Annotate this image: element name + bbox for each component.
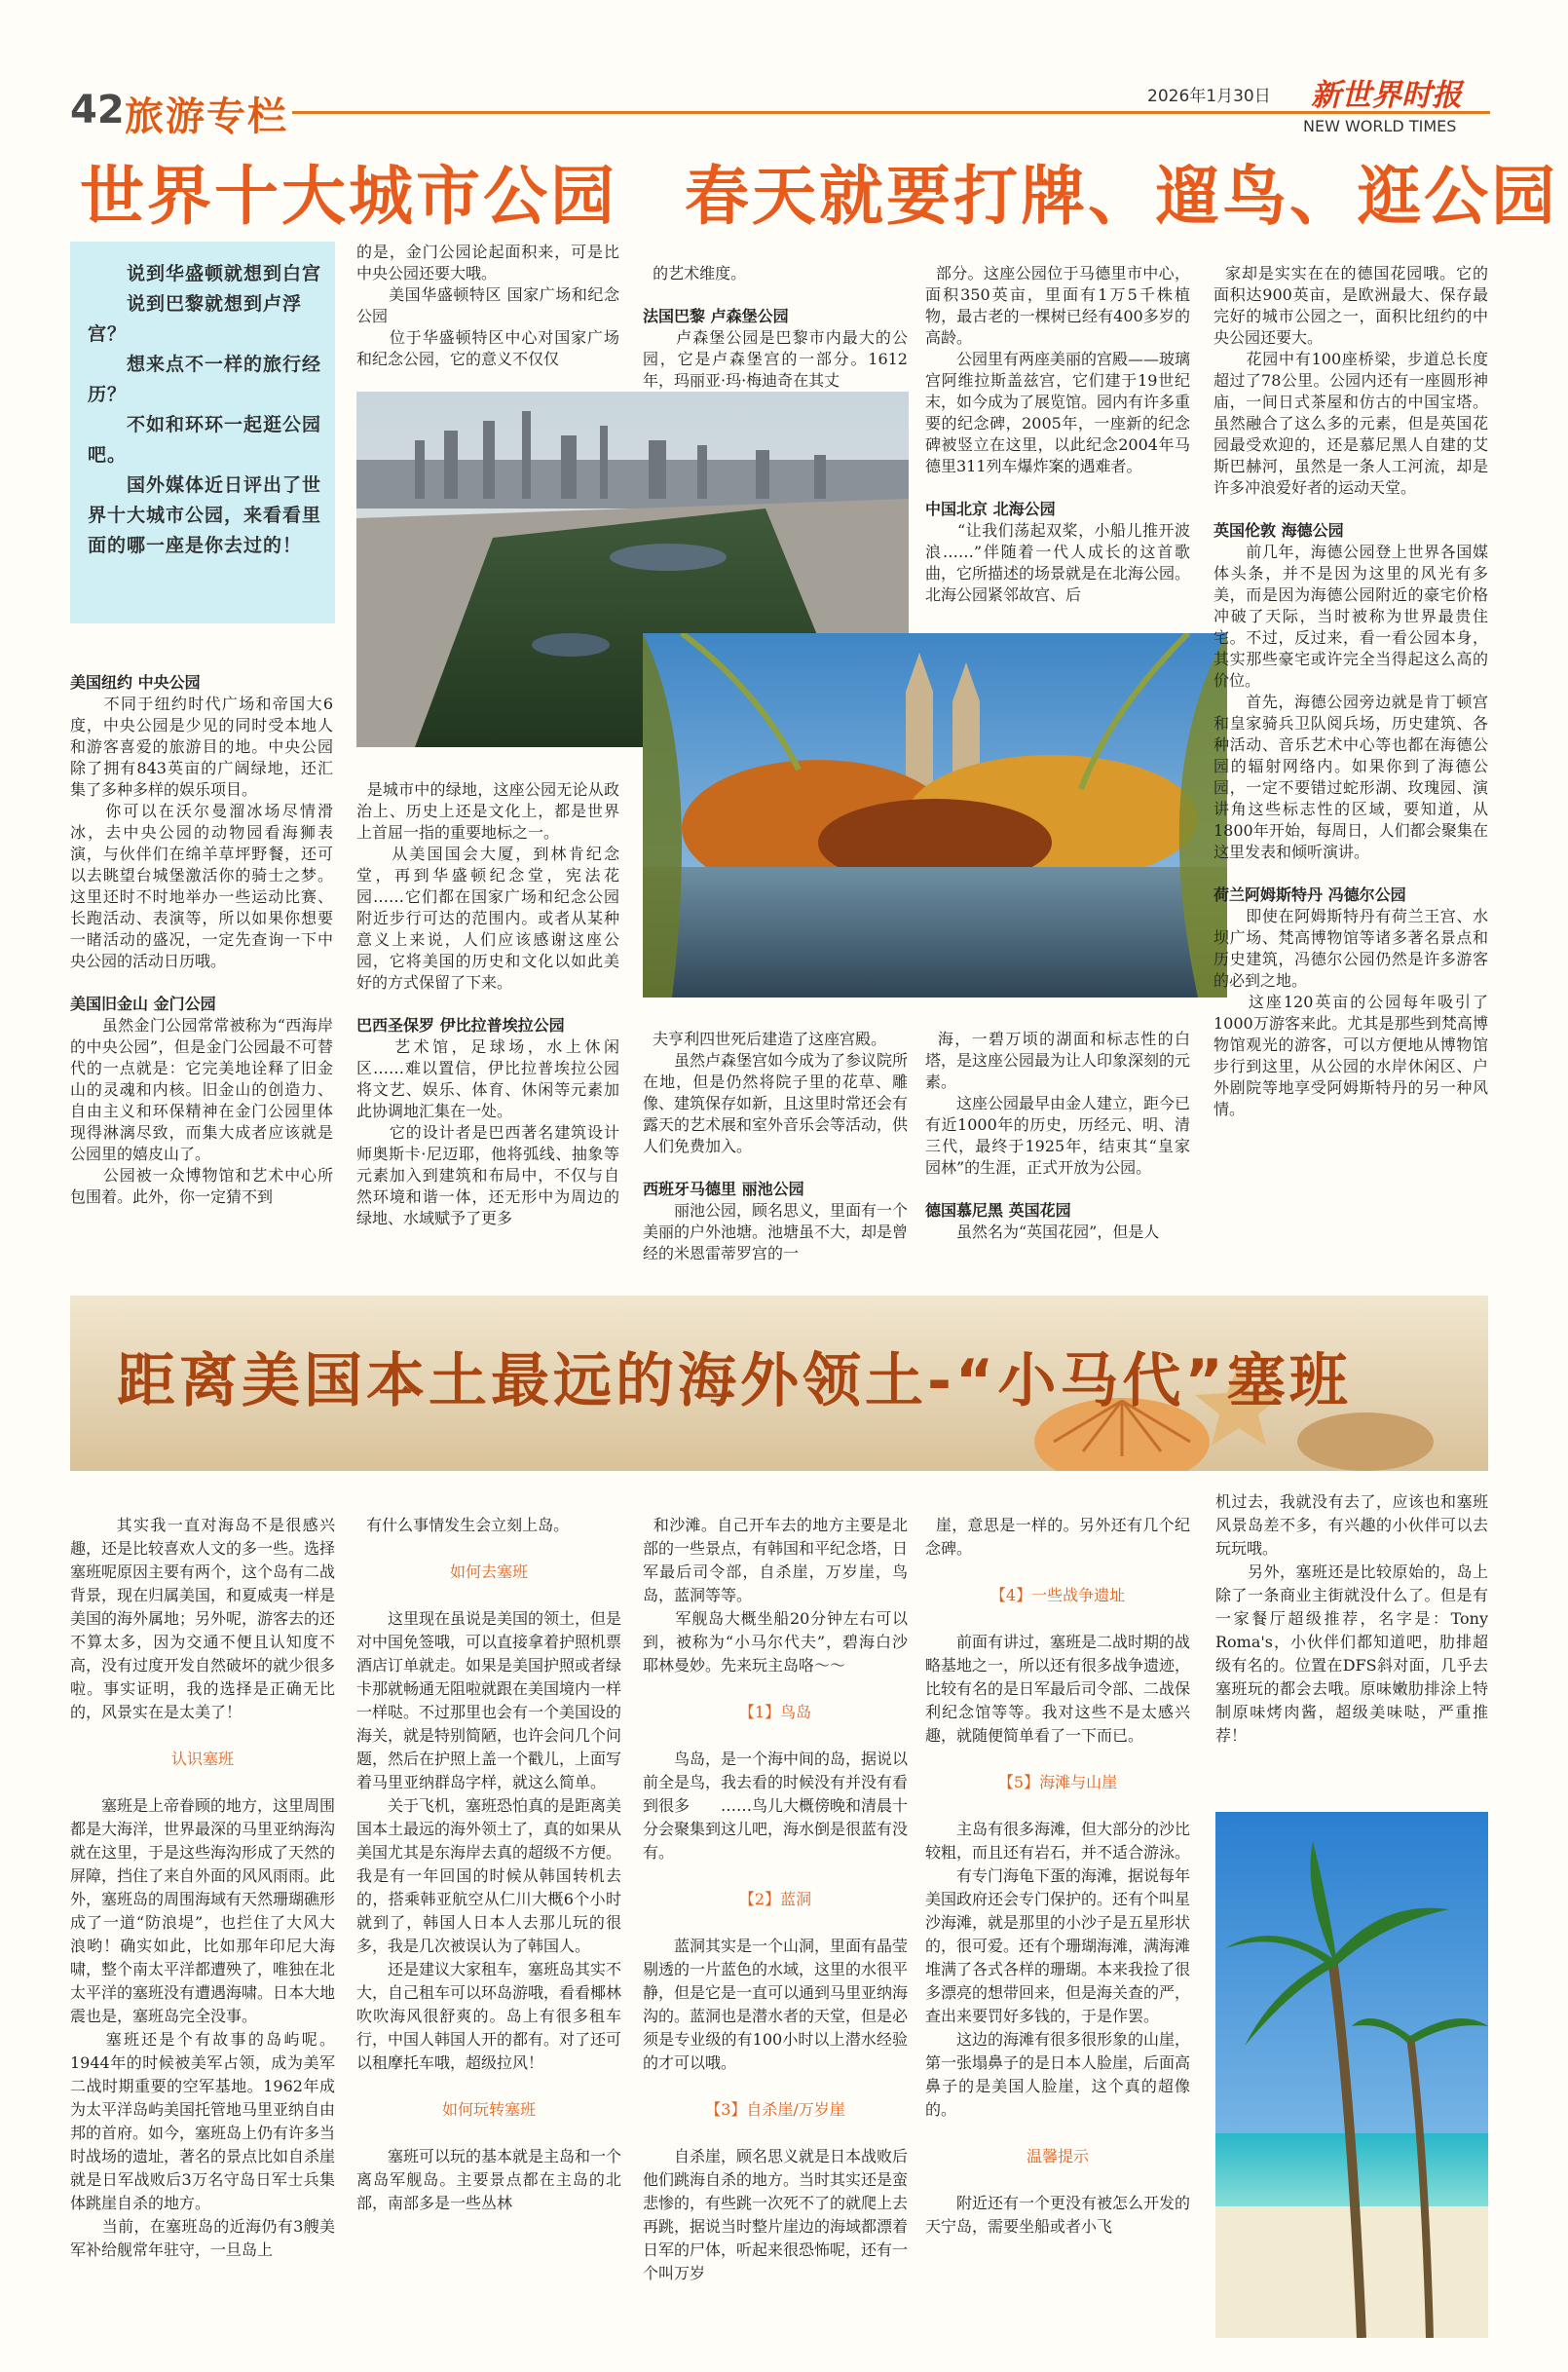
brand-english: NEW WORLD TIMES [1303, 117, 1457, 135]
paragraph: 和沙滩。自己开车去的地方主要是北部的一些景点，有韩国和平纪念塔，日军最后司令部，自杀崖，万岁崖，鸟岛，蓝洞等等。 军舰岛大概坐船20分钟左右可以到，被称为“小马尔代夫”，碧海白沙耶林曼妙。先来玩主岛咯～～ [643, 1516, 909, 1675]
subheading: 如何玩转塞班 [441, 2100, 536, 2119]
banner-title: 距离美国本土最远的海外领土-“小马代”塞班 [117, 1347, 1352, 1415]
paragraph: “让我们荡起双桨，小船儿推开波浪……”伴随着一代人成长的这首歌曲，它所描述的场景就是在北海公园。北海公园紧邻故宫、后 [925, 521, 1191, 604]
article-column-1 [70, 629, 333, 1208]
section-heading: 德国慕尼黑 英国花园 [925, 1201, 1071, 1220]
paragraph: 前面有讲过，塞班是二战时期的战略基地之一，所以还有很多战争遗迹，比较有名的是日军最后司令部、二战保利纪念馆等等。我对这些不是太感兴趣，就随便简单看了一下而已。 [925, 1633, 1191, 1745]
paragraph: 崖，意思是一样的。另外还有几个纪念碑。 [925, 1516, 1190, 1558]
subheading: 【3】自杀崖/万岁崖 [705, 2100, 845, 2119]
paragraph: 卢森堡公园是巴黎市内最大的公园，它是卢森堡宫的一部分。1612年，玛丽亚·玛·梅迪奇在其丈 [643, 328, 908, 390]
beach-photo [1215, 1812, 1488, 2338]
paragraph: 即使在阿姆斯特丹有荷兰王宫、水坝广场、梵高博物馆等诸多著名景点和历史建筑，冯德尔公园仍然是许多游客的必到之地。 这座120英亩的公园每年吸引了1000万游客来此。尤其是那些到梵高博物馆观光的游客，可以方便地从博物馆步行到这里，从公园的水岸休闲区、户外剧院等地享受阿姆斯特丹的另一种风情。 [1213, 907, 1488, 1118]
subheading: 【4】一些战争遗址 [989, 1586, 1126, 1604]
article-column-3-top [643, 242, 908, 392]
paragraph: 艺术馆，足球场，水上休闲区……难以置信，伊比拉普埃拉公园将文艺、娱乐、体育、休闲等元素加此协调地汇集在一处。 它的设计者是巴西著名建筑设计师奥斯卡·尼迈耶，他将弧线、抽象等元素加入到建筑和布局中，不仅与自然环境和谐一体，还无形中为周边的绿地、水域赋予了更多 [356, 1037, 619, 1227]
subheading: 【2】蓝洞 [738, 1890, 812, 1908]
paragraph: 有什么事情发生会立刻上岛。 [366, 1516, 570, 1534]
paragraph: 虽然名为“英国花园”，但是人 [925, 1223, 1160, 1241]
saipan-column-1 [70, 1490, 335, 2262]
subheading: 温馨提示 [1026, 2147, 1089, 2165]
paragraph: 鸟岛，是一个海中间的岛，据说以前全是鸟，我去看的时候没有并没有看到很多 ……鸟儿大概傍晚和清晨十分会聚集到这儿吧，海水倒是很蓝有没有。 [643, 1750, 909, 1862]
subheading: 认识塞班 [170, 1750, 234, 1768]
paragraph: 夫亨利四世死后建造了这座宫殿。 虽然卢森堡宫如今成为了参议院所在地，但是仍然将院子里的花草、雕像、建筑保存如新，且这里时常还会有露天的艺术展和室外音乐会等活动，供人们免费加入。 [643, 1030, 909, 1155]
column-title: 旅游专栏 [125, 94, 288, 139]
paragraph: 丽池公园，顾名思义，里面有一个美丽的户外池塘。池塘虽不大，却是曾经的米恩雷蒂罗宫的一 [643, 1201, 909, 1262]
paragraph: 自杀崖，顾名思义就是日本战败后他们跳海自杀的地方。当时其实还是蛮悲惨的，有些跳一次死不了的就爬上去再跳，据说当时整片崖边的海域都漂着日军的尸体，听起来很恐怖呢，还有一个叫万岁 [643, 2147, 909, 2282]
paragraph: 的艺术维度。 [653, 264, 747, 282]
paragraph: 主岛有很多海滩，但大部分的沙比较粗，而且还有岩石，并不适合游泳。 有专门海龟下蛋的海滩，据说每年美国政府还会专门保护的。还有个叫星沙海滩，就是那里的小沙子是五星形状的，很可爱。还有个珊瑚海滩，满海滩堆满了各式各样的珊瑚。本来我捡了很多漂亮的想带回来，但是海关查的严，查出来要罚好多钱的，于是作罢。 这边的海滩有很多很形象的山崖，第一张塌鼻子的是日本人脸崖，后面高鼻子的是美国人脸崖，这个真的超像的。 [925, 1820, 1191, 2119]
paragraph: 家却是实实在在的德国花园哦。它的面积达900英亩，是欧洲最大、保存最完好的城市公园之一，面积比纽约的中央公园还要大。 花园中有100座桥梁，步道总长度超过了78公里。公园内还有一座圆形神庙，一间日式茶屋和仿古的中国宝塔。虽然融合了这么多的元素，但是英国花园最受欢迎的，还是慕尼黑人自建的艾斯巴赫河，虽然是一条人工河流，却是许多冲浪爱好者的运动天堂。 [1213, 264, 1488, 497]
section-heading: 美国纽约 中央公园 [70, 673, 201, 692]
subheading: 【1】鸟岛 [738, 1703, 812, 1721]
page-number: 42 [70, 88, 125, 132]
subheading: 如何去塞班 [449, 1563, 528, 1581]
saipan-column-2 [356, 1490, 621, 2215]
paragraph: 前几年，海德公园登上世界各国媒体头条，并不是因为这里的风光有多美，而是因为海德公园附近的豪宅价格冲破了天际，当时被称为世界最贵住宅。不过，反过来，看一看公园本身，其实那些豪宅或许完全当得起这么高的价位。 首先，海德公园旁边就是肯丁顿宫和皇家骑兵卫队阅兵场，历史建筑、各种活动、音乐艺术中心等也都在海德公园的辐射网络内。如果你到了海德公园，一定不要错过蛇形湖、玫瑰园、演讲角这些标志性的区域，要知道，从1800年开始，每周日，人们都会聚集在这里发表和倾听演讲。 [1213, 543, 1488, 861]
saipan-column-5: 机过去，我就没有去了，应该也和塞班风景岛差不多，有兴趣的小伙伴可以去玩玩哦。 另外，塞班还是比较原始的，岛上除了一条商业主街就没什么了。但是有一家餐厅超级推荐，名字是：Tony Roma's，小伙伴们都知道吧，肋排超级有名的。位置在DFS斜对面，几乎去塞班玩的都会去哦。原味嫩肋排涂上特制原味烤肉酱，超级美味哒，严重推荐！ [1215, 1492, 1488, 1745]
article-column-2-top: 的是，金门公园论起面积来，可是比中央公园还要大哦。 美国华盛顿特区 国家广场和纪念公园 位于华盛顿特区中心对国家广场和纪念公园，它的意义不仅仅 [356, 243, 619, 368]
paragraph: 塞班是上帝眷顾的地方，这里周围都是大海洋，世界最深的马里亚纳海沟就在这里，于是这些海沟形成了天然的屏障，挡住了来自外面的风风雨雨。此外，塞班岛的周围海域有天然珊瑚礁形成了一道“防浪堤”，也拦住了大风大浪哟！确实如此，比如那年印尼大海啸，整个南太平洋都遭殃了，唯独在北太平洋的塞班没有遭遇海啸。日本大地震也是，塞班岛完全没事。 塞班还是个有故事的岛屿呢。1944年的时候被美军占领，成为美军二战时期重要的空军基地。1962年成为太平洋岛屿美国托管地马里亚纳自由邦的首府。如今，塞班岛上仍有许多当时战场的遗址，著名的景点比如自杀崖就是日军战败后3万名守岛日军士兵集体跳崖自杀的地方。 当前，在塞班岛的近海仍有3艘美军补给舰常年驻守，一旦岛上 [70, 1796, 336, 2259]
article-column-4-bottom [925, 1007, 1190, 1243]
saipan-column-4 [925, 1490, 1190, 2239]
section-heading: 西班牙马德里 丽池公园 [643, 1180, 804, 1198]
article-column-5 [1213, 242, 1488, 1120]
autumn-park-photo [643, 633, 1227, 998]
intro-text: 说到华盛顿就想到白宫 说到巴黎就想到卢浮宫？ 想来点不一样的旅行经历？ 不如和环环一起逛公园吧。 国外媒体近日评出了世界十大城市公园，来看看里面的哪一座是你去过的！ [88, 263, 322, 556]
paragraph: 蓝洞其实是一个山洞，里面有晶莹剔透的一片蓝色的水域，这里的水很平静，但是它是一直可以通到马里亚纳海沟的。蓝洞也是潜水者的天堂，但是必须是专业级的有100小时以上潜水经验的才可以哦。 [643, 1937, 909, 2072]
section-heading: 中国北京 北海公园 [925, 500, 1056, 518]
paragraph: 附近还有一个更没有被怎么开发的天宁岛，需要坐船或者小飞 [925, 2194, 1191, 2236]
paragraph: 海，一碧万顷的湖面和标志性的白塔，是这座公园最为让人印象深刻的元素。 这座公园最早由金人建立，距今已有近1000年的历史，历经元、明、清三代，最终于1925年，结束其“皇家园林”的生涯，正式开放为公园。 [925, 1030, 1191, 1177]
section-heading: 英国伦敦 海德公园 [1213, 521, 1344, 540]
subheading: 【5】海滩与山崖 [997, 1773, 1118, 1791]
paragraph: 其实我一直对海岛不是很感兴趣，还是比较喜欢人文的多一些。选择塞班呢原因主要有两个，这个岛有二战背景，现在归属美国，和夏威夷一样是美国的海外属地；另外呢，游客去的还不算太多，因为交通不便且认知度不高，没有过度开发自然破坏的就少很多啦。事实证明，我的选择是正确无比的，风景实在是太美了！ [70, 1516, 336, 1721]
paragraph: 部分。这座公园位于马德里市中心，面积350英亩，里面有1万5千株植物，最古老的一棵树已经有400多岁的高龄。 公园里有两座美丽的宫殿——玻璃宫阿维拉斯盖兹宫，它们建于19世纪末，如今成为了展览馆。园内有许多重要的纪念碑，2005年，一座新的纪念碑被竖立在这里，以此纪念2004年马德里311列车爆炸案的遇难者。 [925, 264, 1191, 475]
article-column-3-bottom [643, 1007, 908, 1264]
brand-logo: 新世界时报 [1311, 78, 1462, 113]
section-heading: 法国巴黎 卢森堡公园 [643, 307, 789, 325]
paragraph: 虽然金门公园常常被称为“西海岸的中央公园”，但是金门公园最不可替代的一点就是：它完美地诠释了旧金山的灵魂和内核。旧金山的创造力、自由主义和环保精神在金门公园里体现得淋漓尽致，而集大成者应该就是公园里的嬉皮山了。 公园被一众博物馆和艺术中心所包围着。此外，你一定猜不到 [70, 1016, 333, 1206]
paragraph: 不同于纽约时代广场和帝国大6度，中央公园是少见的同时受本地人和游客喜爱的旅游目的地。中央公园除了拥有843英亩的广阔绿地，还汇集了多种多样的娱乐项目。 你可以在沃尔曼溜冰场尽情滑冰，去中央公园的动物园看海狮表演，与伙伴们在绵羊草坪野餐，还可以去眺望台城堡激活你的骑士之梦。这里还时不时地举办一些运动比赛、长跑活动、表演等，所以如果你想要一睹活动的盛况，一定先查询一下中央公园的活动日历哦。 [70, 695, 333, 970]
paragraph: 这里现在虽说是美国的领土，但是对中国免签哦，可以直接拿着护照机票酒店订单就走。如果是美国护照或者绿卡那就畅通无阻啦就跟在美国境内一样一样哒。不过那里也会有一个美国设的海关，就是特别简陋，也许会问几个问题，然后在护照上盖一个戳儿，上面写着马里亚纳群岛字样，就这么简单。 关于飞机，塞班恐怕真的是距离美国本土最远的海外领土了，真的如果从美国尤其是东海岸去真的超级不方便。我是有一年回国的时候从韩国转机去的，搭乘韩亚航空从仁川大概6个小时就到了，韩国人日本人去那儿玩的很多，我是几次被误认为了韩国人。 还是建议大家租车，塞班岛其实不大，自己租车可以环岛游哦，看看椰林吹吹海风很舒爽的。岛上有很多租车行，中国人韩国人开的都有。对了还可以租摩托车哦，超级拉风！ [356, 1609, 622, 2072]
headline: 世界十大城市公园 春天就要打牌、遛鸟、逛公园 [80, 159, 1558, 234]
issue-date: 2026年1月30日 [1147, 87, 1271, 106]
article-column-4-top [925, 242, 1190, 606]
section-heading: 巴西圣保罗 伊比拉普埃拉公园 [356, 1016, 565, 1035]
article-column-2-bottom [356, 758, 619, 1229]
saipan-column-3 [643, 1490, 908, 2285]
paragraph: 是城市中的绿地，这座公园无论从政治上、历史上还是文化上，都是世界上首屈一指的重要地标之一。 从美国国会大厦，到林肯纪念堂，再到华盛顿纪念堂，宪法花园……它们都在国家广场和纪念公园附近步行可达的范围内。或者从某种意义上来说，人们应该感谢这座公园，它将美国的历史和文化以如此美好的方式保留了下来。 [356, 780, 619, 992]
section-heading: 荷兰阿姆斯特丹 冯德尔公园 [1213, 885, 1406, 904]
section-heading: 美国旧金山 金门公园 [70, 995, 216, 1013]
paragraph: 塞班可以玩的基本就是主岛和一个离岛军舰岛。主要景点都在主岛的北部，南部多是一些丛林 [356, 2147, 622, 2212]
